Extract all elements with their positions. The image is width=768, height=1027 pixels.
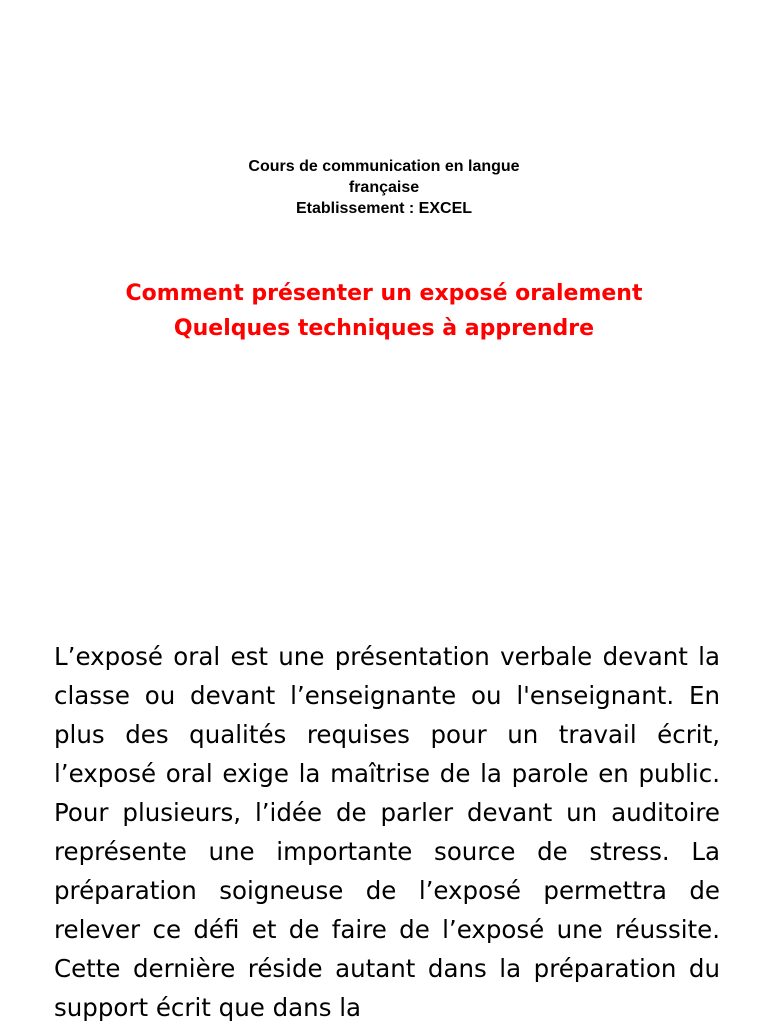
document-title	[0, 276, 768, 346]
body-paragraph: L’exposé oral est une présentation verbale devant la classe ou devant l’enseignante ou l'enseignant. En plus des qualités requises pour un travail écrit, l’exposé oral exige la maîtrise de la parole en public. Pour plusieurs, l’idée de parler devant un auditoire représente une importante source de stress. La préparation soigneuse de l’exposé permettra de relever ce défi et de faire de l’exposé une réussite. Cette dernière réside autant dans la préparation du support écrit que dans la	[54, 642, 720, 1022]
course-title-line-2: française	[348, 179, 420, 196]
title-line-2: Quelques techniques à apprendre	[173, 316, 595, 341]
course-header	[0, 156, 768, 219]
establishment-line: Etablissement : EXCEL	[295, 200, 473, 217]
course-title-line-1: Cours de communication en langue	[248, 158, 520, 175]
title-line-1: Comment présenter un exposé oralement	[125, 281, 643, 306]
